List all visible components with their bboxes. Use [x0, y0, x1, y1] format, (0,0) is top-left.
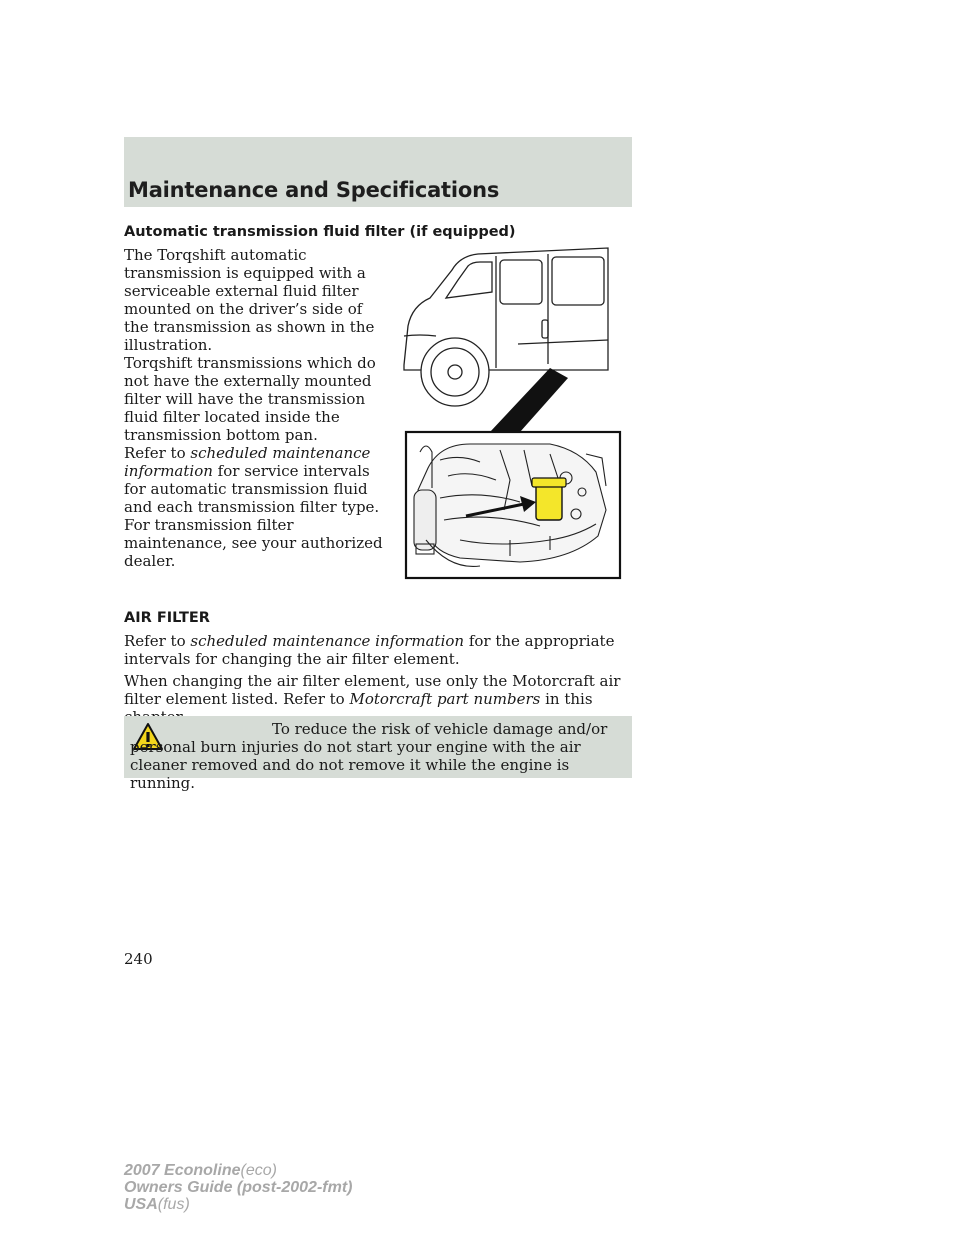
paragraph-internal-filter: Torqshift transmissions which do not have the externally mounted filter will have the transmission fluid filter located inside the transmission bottom pan.: [124, 354, 376, 444]
paragraph-refer-service: Refer to scheduled maintenance information for service intervals for automatic transmission fluid and each transmission filter type.: [124, 444, 380, 516]
motorcraft-part-numbers-ref: Motorcraft part numbers: [349, 690, 541, 708]
pointer-wedge: [490, 368, 568, 432]
paragraph-torqshift-filter: The Torqshift automatic transmission is equipped with a serviceable external fluid filter mounted on the driver’s side of the transmission as shown in the illustration.: [124, 246, 375, 354]
paragraph-motorcraft-filter: When changing the air filter element, use only the Motorcraft air filter element listed. Refer to Motorcraft part numbers in this: [124, 672, 621, 708]
external-fluid-filter: [532, 478, 566, 520]
van-transmission-illustration: [400, 240, 624, 580]
scheduled-maintenance-ref: scheduled maintenance information: [124, 444, 371, 480]
section-heading-trans-filter: Automatic transmission fluid filter (if equipped): [124, 224, 516, 240]
warning-box: [124, 716, 632, 792]
transmission-detail: [414, 444, 606, 566]
section-heading-air-filter: AIR FILTER: [124, 610, 210, 626]
page-header-title: Maintenance and Specifications: [128, 178, 500, 202]
scheduled-maintenance-ref: scheduled maintenance information: [190, 632, 465, 650]
warning-text: To reduce the risk of vehicle damage and/or personal burn injuries do not start your engine with the air cleaner removed and do not remove it while the engine is running.: [130, 720, 608, 792]
page-number: 240: [124, 950, 153, 968]
van-side-view: [404, 248, 608, 406]
paragraph-air-filter-intervals: Refer to scheduled maintenance information for the appropriate intervals for changing the air filter element.: [124, 632, 615, 668]
footer: 2007 Econoline(eco) Owners Guide (post-2002-fmt) USA(fus): [124, 1162, 353, 1213]
paragraph-dealer-maintenance: For transmission filter maintenance, see your authorized dealer.: [124, 516, 383, 570]
